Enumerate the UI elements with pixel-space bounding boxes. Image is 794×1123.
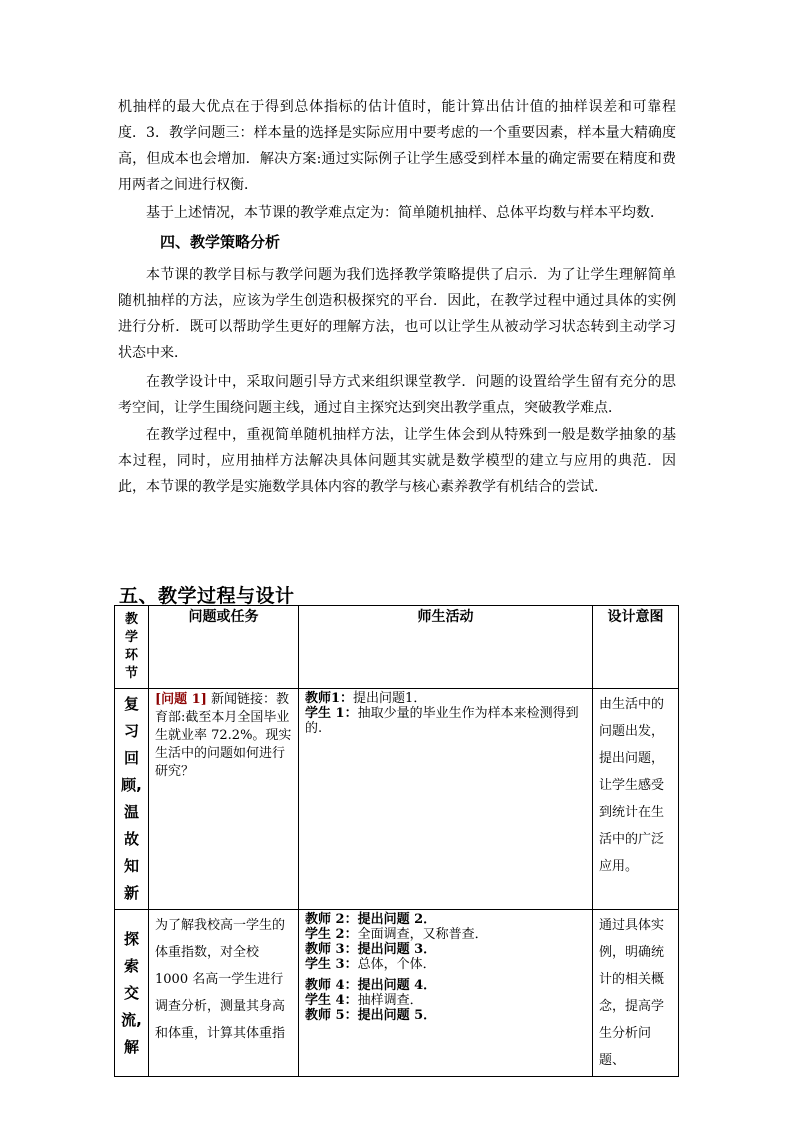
activity-line: 学生 2：全面调查，又称普查． <box>305 927 488 942</box>
stage-explore: 探索交流,解 <box>115 910 149 1077</box>
activity-line: 学生 1：抽取少量的毕业生作为样本来检测得到的. <box>305 706 579 736</box>
stage-review: 复习回顾,温故知新 <box>115 689 149 910</box>
activity-line: 教师 4：提出问题 4． <box>305 978 437 993</box>
intent-cell: 通过具体实例，明确统计的相关概念，提高学生分析问题、 <box>593 910 679 1077</box>
paragraph-design: 在教学设计中，采取问题引导方式来组织课堂教学．问题的设置给学生留有充分的思考空间，让学生围绕问题主线，通过自主探究达到突出教学重点，突破教学难点． <box>118 374 676 416</box>
paragraph-difficulty: 基于上述情况，本节课的教学难点定为：简单随机抽样、总体平均数与样本平均数． <box>146 205 664 221</box>
paragraph-strategy-intro: 本节课的教学目标与教学问题为我们选择教学策略提供了启示．为了让学生理解简单随机抽样的方法，应该为学生创造积极探究的平台．因此，在教学过程中通过具体的实例进行分析．既可以帮助学生更好的理解方法，也可以让学生从被动学习状态转到主动学习状态中来． <box>118 267 676 361</box>
header-activity: 师生活动 <box>299 606 593 689</box>
header-stage: 教学环节 <box>115 606 149 689</box>
lesson-design-table <box>114 605 679 1077</box>
section-heading-strategy: 四、教学策略分析 <box>160 233 281 251</box>
header-intent: 设计意图 <box>593 606 679 689</box>
task-text: 新闻链接：教育部:截至本月全国毕业生就业率 72.2%。现实生活中的问题如何进行研究？ <box>155 692 292 779</box>
paragraph-problem-three: 3．教学问题三：样本量的选择是实际应用中要考虑的一个重要因素，样本量大精确度高，但成本也会增加．解决方案:通过实际例子让学生感受到样本量的确定需要在精度和费用两者之间进行权衡． <box>118 125 676 193</box>
activity-line: 学生 3：总体，个体． <box>305 957 436 972</box>
activity-line: 教师 3：提出问题 3． <box>305 942 437 957</box>
table-row <box>115 689 679 910</box>
intent-cell: 由生活中的问题出发，提出问题，让学生感受到统计在生活中的广泛应用。 <box>593 689 679 910</box>
table-header-row <box>115 606 679 689</box>
activity-cell <box>299 689 593 910</box>
activity-line: 学生 4：抽样调查． <box>305 993 423 1008</box>
activity-line: 教师1：提出问题1． <box>305 691 427 706</box>
section-heading-process: 五、教学过程与设计 <box>119 585 295 607</box>
activity-line: 教师 2：提出问题 2． <box>305 912 437 927</box>
task-cell: 为了解我校高一学生的体重指数，对全校 1000 名高一学生进行调查分析，测量其身高和体重，计算其体重指 <box>149 910 299 1077</box>
activity-cell <box>299 910 593 1077</box>
paragraph-process: 在教学过程中，重视简单随机抽样方法，让学生体会到从特殊到一般是数学抽象的基本过程，同时，应用抽样方法解决具体问题其实就是数学模型的建立与应用的典范．因此，本节课的教学是实施数学具体内容的教学与核心素养教学有机结合的尝试． <box>118 427 676 495</box>
table-row <box>115 910 679 1077</box>
paragraph-sampling-advantage: 机抽样的最大优点在于得到总体指标的估计值时，能计算出估计值的抽样误差和可靠程度． <box>118 99 676 141</box>
activity-line: 教师 5：提出问题 5． <box>305 1008 437 1023</box>
question-tag: [问题 1] <box>155 692 207 707</box>
task-cell <box>149 689 299 910</box>
header-task: 问题或任务 <box>149 606 299 689</box>
